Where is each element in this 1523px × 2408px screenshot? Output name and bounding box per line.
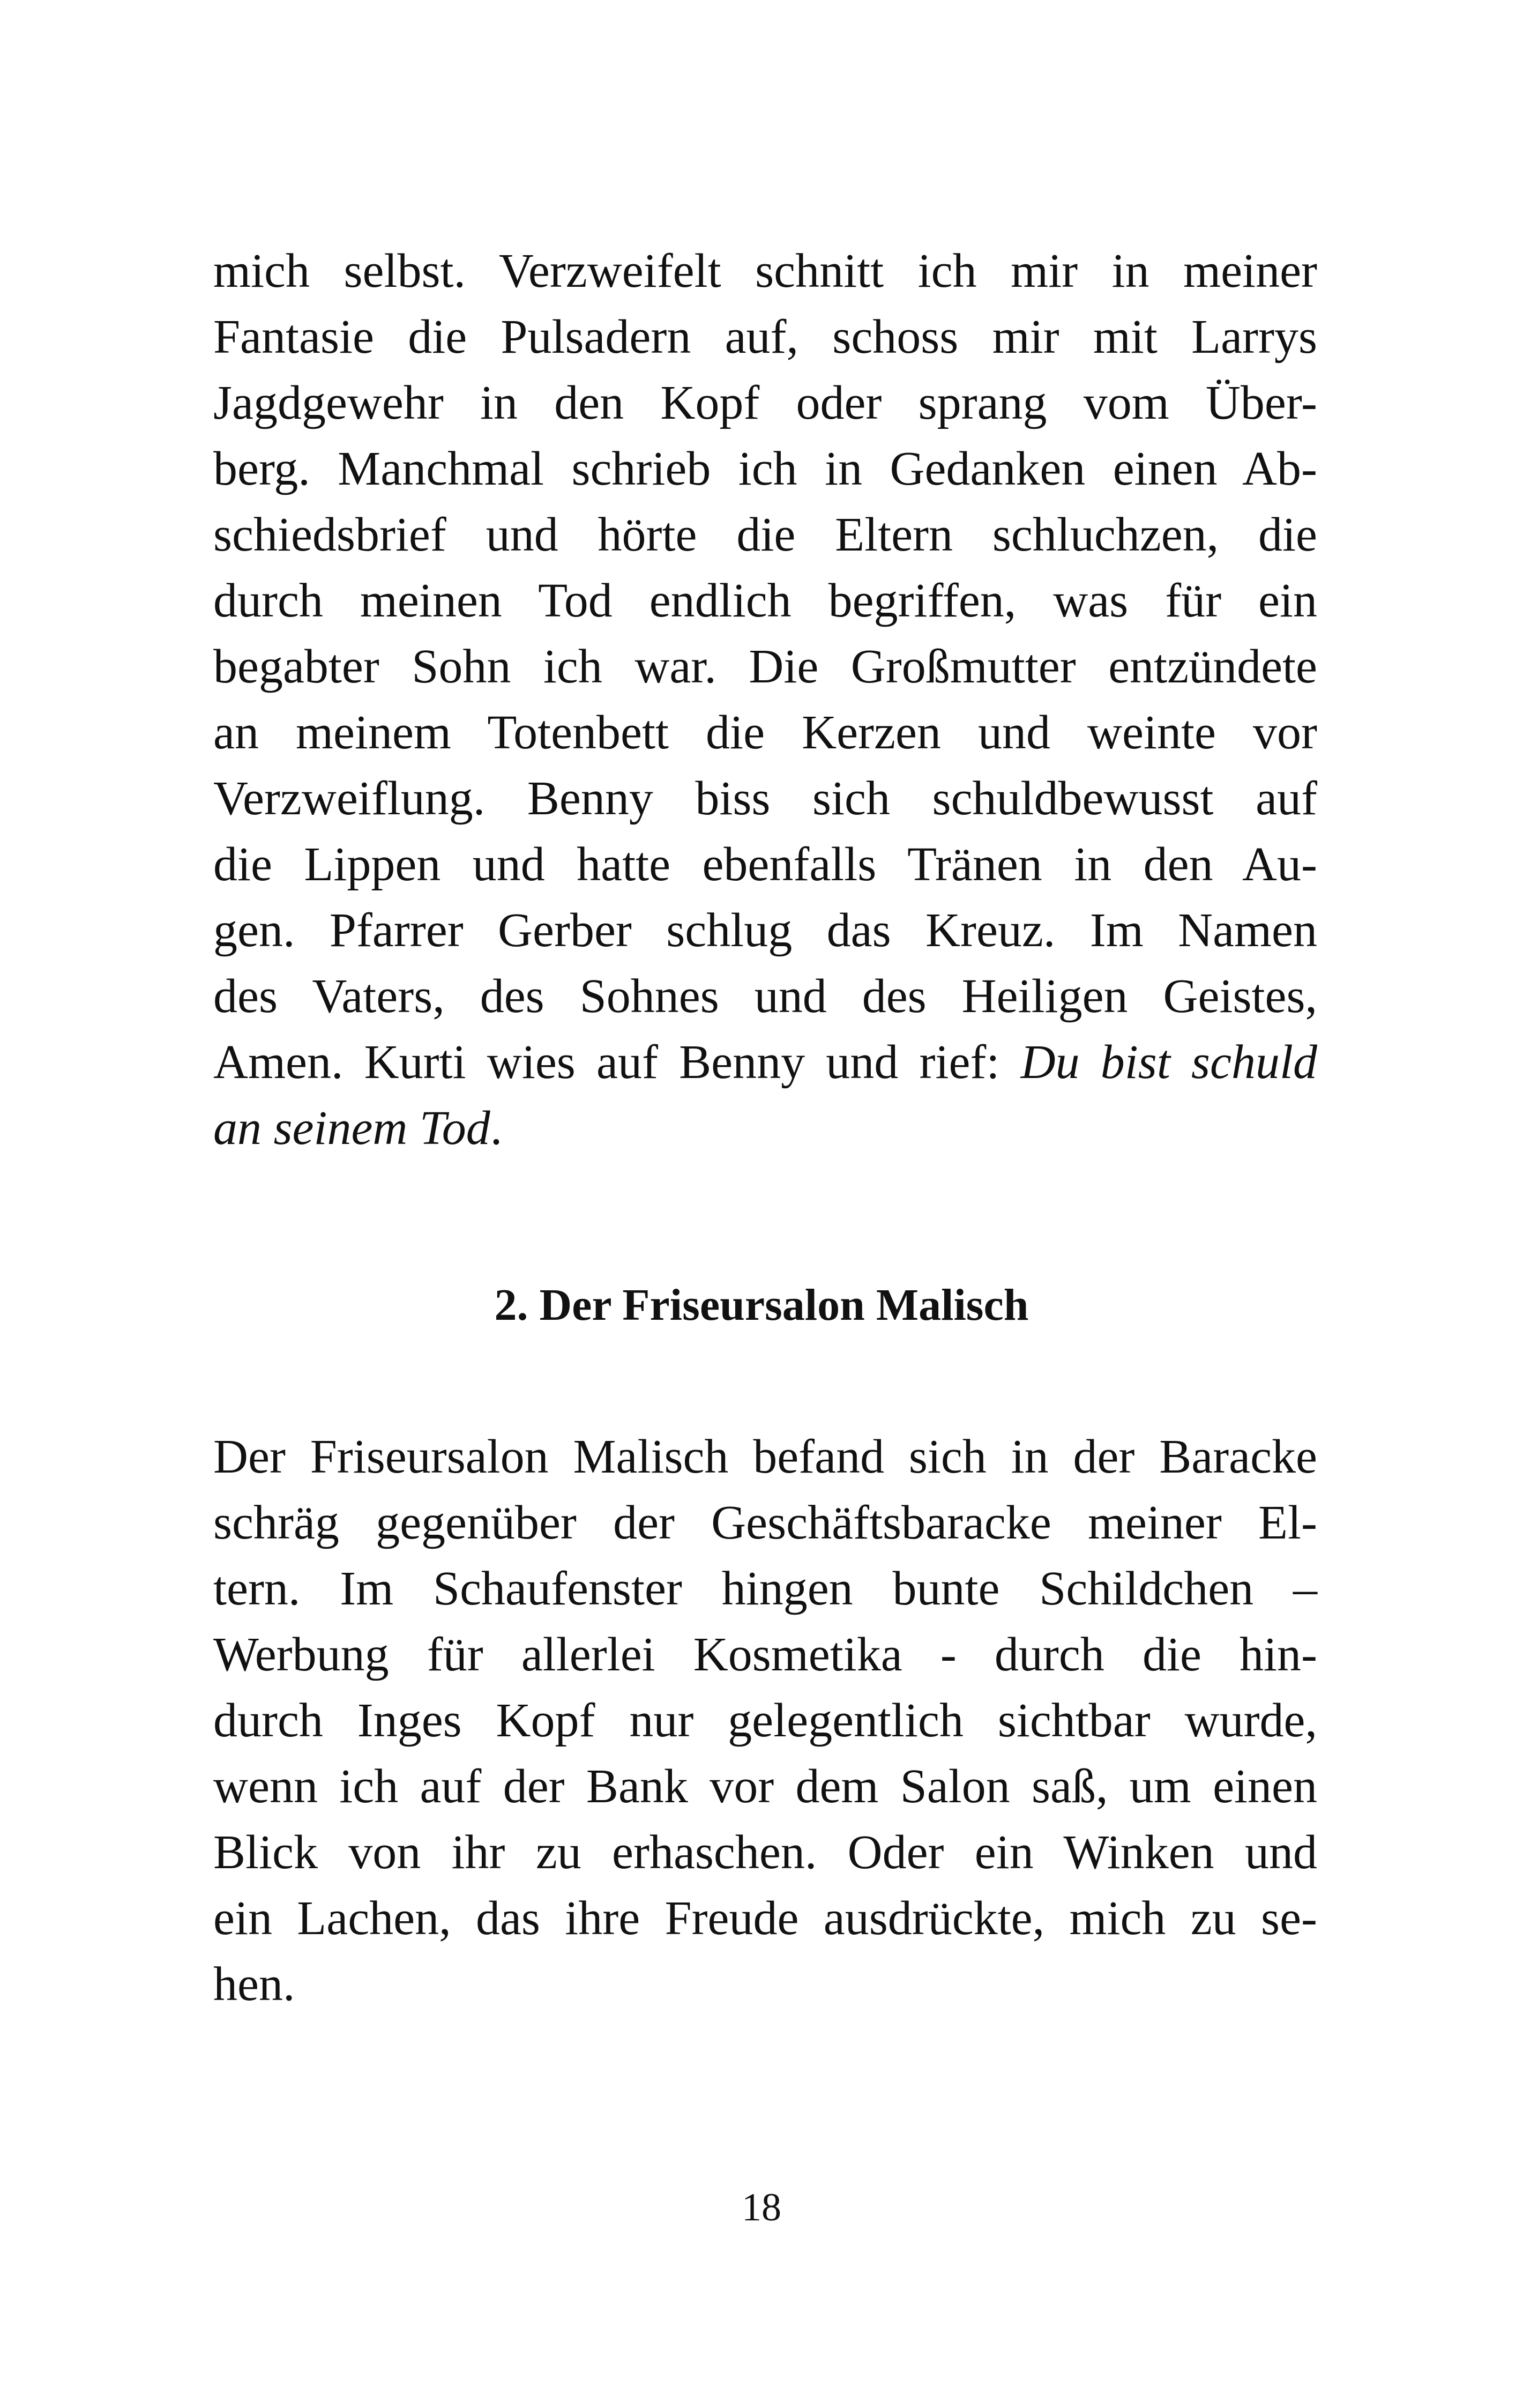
text-line: Werbung für allerlei Kosmetika - durch die hin- (213, 1628, 1317, 1681)
text-line-mixed (213, 1029, 1317, 1095)
italic-quote: an seinem Tod (213, 1102, 490, 1155)
text-line: Jagdgewehr in den Kopf oder sprang vom Über- (213, 376, 1317, 429)
text-line: Blick von ihr zu erhaschen. Oder ein Winken und (213, 1826, 1317, 1879)
text-line-mixed (213, 1095, 1317, 1161)
text-line: mich selbst. Verzweifelt schnitt ich mir in meiner (213, 244, 1317, 298)
text-segment: . (490, 1102, 503, 1155)
text-line: Fantasie die Pulsadern auf, schoss mir mit Larrys (213, 310, 1317, 363)
text-line: an meinem Totenbett die Kerzen und weinte vor (213, 706, 1317, 759)
text-line: durch Inges Kopf nur gelegentlich sichtbar wurde, (213, 1694, 1317, 1747)
text-line: schräg gegenüber der Geschäftsbaracke meiner El- (213, 1496, 1317, 1549)
text-line: berg. Manchmal schrieb ich in Gedanken einen Ab- (213, 442, 1317, 495)
text-line: hen. (213, 1958, 295, 2011)
text-line: begabter Sohn ich war. Die Großmutter entzündete (213, 640, 1317, 693)
text-line: Verzweiflung. Benny biss sich schuldbewusst auf (213, 772, 1317, 825)
text-line: des Vaters, des Sohnes und des Heiligen Geistes, (213, 970, 1317, 1023)
text-line: gen. Pfarrer Gerber schlug das Kreuz. Im Namen (213, 904, 1317, 957)
text-line: die Lippen und hatte ebenfalls Tränen in den Au- (213, 838, 1317, 891)
text-line: tern. Im Schaufenster hingen bunte Schildchen – (213, 1562, 1317, 1615)
text-segment: Amen. Kurti wies auf Benny und rief: (213, 1036, 1021, 1089)
text-line: ein Lachen, das ihre Freude ausdrückte, mich zu se- (213, 1892, 1317, 1945)
italic-quote: Du bist schuld (1020, 1036, 1317, 1089)
chapter-heading: 2. Der Friseursalon Malisch (494, 1280, 1029, 1330)
page-number: 18 (742, 2186, 781, 2229)
text-line: Der Friseursalon Malisch befand sich in der Baracke (213, 1430, 1317, 1483)
text-line: wenn ich auf der Bank vor dem Salon saß, um einen (213, 1760, 1317, 1813)
paragraph (213, 1424, 1317, 2017)
text-line: schiedsbrief und hörte die Eltern schluchzen, die (213, 508, 1317, 561)
text-line: durch meinen Tod endlich begriffen, was für ein (213, 574, 1317, 627)
paragraph-continuation (213, 238, 1317, 1161)
